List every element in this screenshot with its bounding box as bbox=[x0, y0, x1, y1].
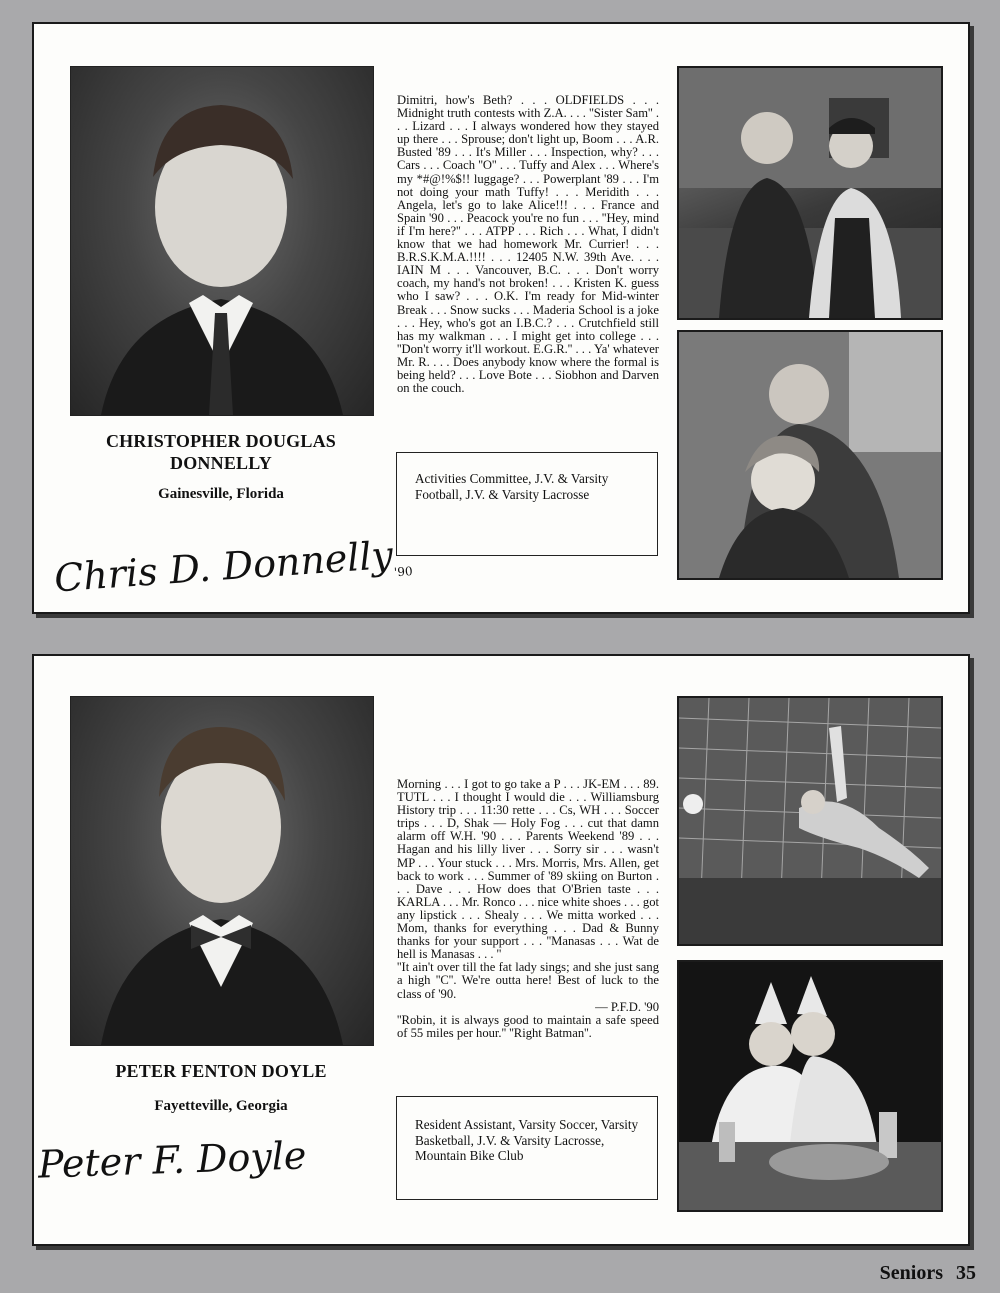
senior-panel-donnelly bbox=[32, 22, 970, 614]
portrait-photo bbox=[70, 66, 374, 416]
signature: Peter F. Doyle bbox=[37, 1133, 308, 1187]
section-label: Seniors bbox=[879, 1262, 943, 1284]
senior-panel-doyle bbox=[32, 654, 970, 1246]
page-footer bbox=[872, 1262, 976, 1285]
candid-photo-couple bbox=[677, 330, 943, 580]
candid-photo-friends bbox=[677, 66, 943, 320]
candid-photo-party bbox=[677, 960, 943, 1212]
activities-box: Activities Committee, J.V. & Varsity Football, J.V. & Varsity Lacrosse bbox=[396, 452, 658, 556]
hometown: Gainesville, Florida bbox=[158, 486, 284, 502]
candid-photo-soccer-goalie bbox=[677, 696, 943, 946]
senior-name: PETER FENTON DOYLE bbox=[115, 1061, 327, 1081]
activities-box: Resident Assistant, Varsity Soccer, Varsity Basketball, J.V. & Varsity Lacrosse, Mountain Bike Club bbox=[396, 1096, 658, 1200]
portrait-photo bbox=[70, 696, 374, 1046]
senior-blurb: Morning . . . I got to go take a P . . . JK-EM . . . 89. TUTL . . . I thought I would die . . . Williamsburg History trip . . . 11:30 rette . . . Cs, WH . . . Soccer trips . . . D, Shak — Holy Fog . . . cut that damn alarm off W.H. '90 . . . Parents Weekend '89 . . . Hagan and his lilly liver . . . Sorry sir . . . wasn't MP . . . Your stuck . . . Mrs. Morris, Mrs. Allen, get back to work . . . Summer of '89 skiing on Burton . . . Dave . . . How does that O'Brien taste . . . KARLA . . . Mr. Ronco . . . nice white shoes . . . got any lipstick . . . Shealy . . . We mitta worked . . . Mom, thanks for everything . . . Dad & Bunny thanks for your support . . . ''Manasas . . . Wat de hell is Manasas . . . '' ''It ain't over till the fat lady sings; and she just sang a high ''C''. We're outta here! Best of luck to the class of '90. — P.F.D. '90 ''Robin, it is always good to maintain a safe speed of 55 miles per hour.'' ''Right Batman''. bbox=[397, 777, 660, 1040]
signature: Chris D. Donnelly$_{'90}$ bbox=[52, 532, 414, 601]
page-number: 35 bbox=[956, 1262, 976, 1284]
senior-blurb: Dimitri, how's Beth? . . . OLDFIELDS . . . Midnight truth contests with Z.A. . . . ''Sister Sam'' . . . Lizard . . . I always wondered how they stayed up there . . . Sprouse; don't light up, Boom . . . A.R. Busted '89 . . . It's Miller . . . Inspection, why? . . . Cars . . . Coach ''O'' . . . Tuffy and Alex . . . Where's my *#@!%$!! luggage? . . . Powerplant '89 . . . I'm not doing your math Tuffy! . . . Meridith . . . Angela, let's go to lake Alice!!! . . . France and Spain '90 . . . Peacock you're no fun . . . ''Hey, mind if I'm here?'' . . . ATPP . . . Rich . . . What, I didn't know that we had homework Mr. Currier! . . . B.R.S.K.M.A.!!!! . . . 12405 N.W. 39th Ave. . . . IAIN M . . . Vancouver, B.C. . . . Don't worry coach, my hand's not broken! . . . Kristen K. guess who I saw? . . . O.K. I'm ready for Mid-winter Break . . . Snow sucks . . . Maderia School is a joke . . . Hey, who's got an I.B.C.? . . . Crutchfield still has my walkman . . . I might get into college . . . ''Don't worry it'll workout. E.G.R.'' . . . Ya' whatever Mr. R. . . . Does anybody know where the formal is being held? . . . Love Bote . . . Siobhon and Darven on the couch. bbox=[397, 93, 659, 396]
senior-name: CHRISTOPHER DOUGLAS DONNELLY bbox=[105, 431, 336, 473]
hometown: Fayetteville, Georgia bbox=[154, 1098, 288, 1114]
